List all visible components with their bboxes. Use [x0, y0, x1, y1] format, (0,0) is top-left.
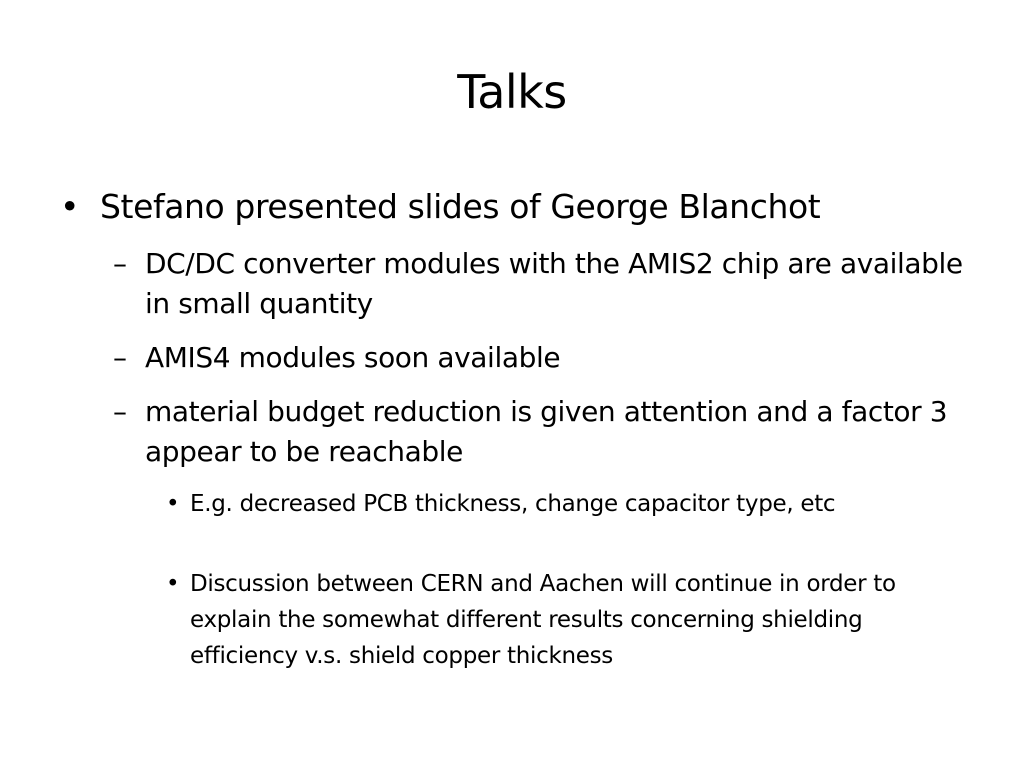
- bullet-level3-item: [166, 486, 956, 522]
- bullet-level2-item: [113, 338, 993, 378]
- bullet-level3-item: [166, 566, 956, 674]
- dash-marker: –: [113, 341, 127, 374]
- bullet-text: AMIS4 modules soon available: [145, 341, 561, 374]
- bullet-text: Stefano presented slides of George Blanchot: [100, 187, 821, 226]
- bullet-marker: •: [166, 571, 180, 597]
- bullet-text: DC/DC converter modules with the AMIS2 chip are available in small quantity: [145, 247, 963, 320]
- bullet-marker: •: [60, 187, 80, 226]
- slide-title: Talks: [457, 65, 567, 119]
- bullet-marker: •: [166, 491, 180, 517]
- bullet-text: Discussion between CERN and Aachen will continue in order to explain the somewhat different results concerning shielding efficiency v.s. shield copper thickness: [190, 571, 896, 669]
- dash-marker: –: [113, 247, 127, 280]
- bullet-level2-item: [113, 244, 993, 324]
- bullet-level1-item: [60, 183, 960, 231]
- dash-marker: –: [113, 395, 127, 428]
- bullet-text: material budget reduction is given attention and a factor 3 appear to be reachable: [145, 395, 948, 468]
- bullet-text: E.g. decreased PCB thickness, change capacitor type, etc: [190, 491, 836, 517]
- bullet-level2-item: [113, 392, 993, 472]
